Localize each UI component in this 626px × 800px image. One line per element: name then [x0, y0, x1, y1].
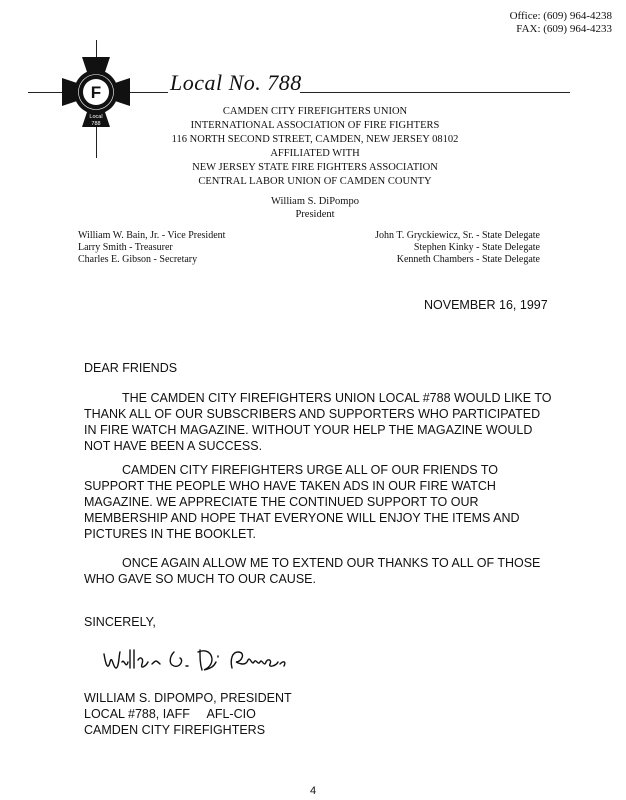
header-rule [300, 92, 570, 93]
officers-right [375, 230, 540, 266]
officers-left [78, 230, 225, 266]
signature-block [84, 690, 292, 738]
union-name: CAMDEN CITY FIREFIGHTERS UNION [222, 106, 408, 117]
labor-union: CENTRAL LABOR UNION OF CAMDEN COUNTY [198, 176, 432, 187]
officer-secretary: Charles E. Gibson - Secretary [78, 254, 198, 265]
logo-local: Local [89, 114, 103, 120]
body-paragraph-2: CAMDEN CITY FIREFIGHTERS URGE ALL OF OUR FRIENDS TO SUPPORT THE PEOPLE WHO HAVE TAKEN ADS IN OUR FIRE WATCH MAGAZINE. WE APPRECIATE THE CONTINUED SUPPORT TO OUR MEMBERSHIP AND HOPE THAT EVERYONE WILL ENJOY THE ITEMS AND PICTURES IN THE BOOKLET. [84, 463, 520, 541]
state-association: NEW JERSEY STATE FIRE FIGHTERS ASSOCIATION [192, 162, 438, 173]
page-number: 4 [309, 785, 317, 797]
union-header [110, 105, 520, 220]
body-paragraph-1: THE CAMDEN CITY FIREFIGHTERS UNION LOCAL #788 WOULD LIKE TO THANK ALL OF OUR SUBSCRIBERS AND SUPPORTERS WHO PARTICIPATED IN FIRE WATCH MAGAZINE. WITHOUT YOUR HELP THE MAGAZINE WOULD NOT HAVE BEEN A SUCCESS. [84, 391, 552, 453]
president-title: President [295, 209, 335, 220]
association-name: INTERNATIONAL ASSOCIATION OF FIRE FIGHTERS [190, 120, 440, 131]
fax-number: FAX: (609) 964-4233 [516, 23, 612, 35]
logo-letter: F [90, 83, 102, 102]
officer-treasurer: Larry Smith - Treasurer [78, 242, 173, 253]
officer-state-delegate-3: Kenneth Chambers - State Delegate [396, 254, 540, 265]
officer-state-delegate-1: John T. Gryckiewicz, Sr. - State Delegate [375, 230, 540, 241]
union-address: 116 NORTH SECOND STREET, CAMDEN, NEW JERSEY 08102 [171, 134, 459, 145]
logo-number: 788 [91, 121, 101, 127]
office-phone: Office: (609) 964-4238 [509, 10, 612, 22]
officer-vice-president: William W. Bain, Jr. - Vice President [78, 230, 226, 241]
letter-date: NOVEMBER 16, 1997 [424, 298, 548, 312]
signer-organization: CAMDEN CITY FIREFIGHTERS [84, 723, 266, 737]
officer-state-delegate-2: Stephen Kinky - State Delegate [413, 242, 540, 253]
signer-name: WILLIAM S. DIPOMPO, PRESIDENT [84, 691, 292, 705]
president-name: William S. DiPompo [271, 196, 359, 207]
handwritten-signature [100, 640, 300, 678]
affiliated-with: AFFILIATED WITH [270, 148, 360, 159]
local-number-title: Local No. 788 [170, 70, 302, 95]
contact-block [510, 10, 612, 36]
salutation: DEAR FRIENDS [84, 361, 178, 375]
signer-local: LOCAL #788, IAFF AFL-CIO [84, 707, 256, 721]
closing: SINCERELY, [84, 615, 156, 629]
body-paragraph-3: ONCE AGAIN ALLOW ME TO EXTEND OUR THANKS TO ALL OF THOSE WHO GAVE SO MUCH TO OUR CAUSE. [84, 556, 541, 586]
